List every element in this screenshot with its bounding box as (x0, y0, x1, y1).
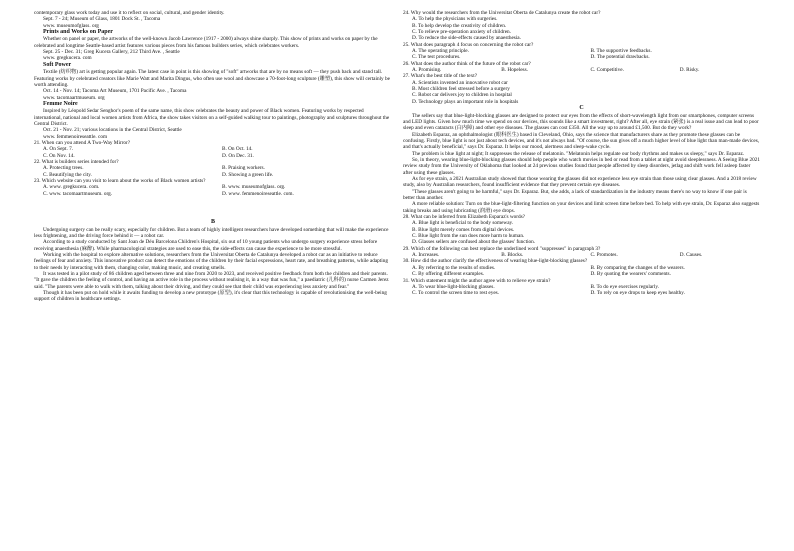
question-block (403, 73, 760, 105)
question-stem: 29. Which of the following can best replace the underlined word "suppresses" in paragraph 3? (403, 245, 601, 252)
passage-paragraph: The sellers say that blue-light-blocking glasses are designed to protect our eyes from the effects of short-wavelength light from our smartphones, computer screens and LED lights. Given how much time we spend on our devices, this sounds like a smart investment, right? After all, eye strain (紧张) is a real issue and can lead to poor sleep and even cataracts (白内障) and other eye diseases. The glasses can cost £350. All the way up to around £1,500. But do they work? (403, 112, 759, 132)
section-info: www. gregkucera. com (43, 55, 92, 62)
passage-a-tail-line: Sept. 7 - 24; Museum of Glass, 1801 Dock St. , Tacoma (43, 16, 161, 23)
passage-paragraph: Working with the hospital to explore alternative solutions, researchers from the Universitat Oberta de Catalunya developed a robot car as an initiative to reduce feelings of fear and anxiety. This innovative product can detect the emotions of the children by their facial expressions, heart rate, and breathing patterns, while adapting to their needs by interacting with them, changing color, making music, and creating smells. (34, 251, 388, 271)
answer-option: C. Blue light from the sun does more harm to human. (412, 233, 525, 240)
question-stem: 24. Why would the researchers from the Universitat Oberta de Catalunya create the robot car? (403, 10, 601, 16)
question-stem: 22. What is builders series intended for? (34, 159, 119, 166)
question-block (403, 246, 760, 259)
answer-option: B. To do eye exercises regularly. (590, 283, 659, 290)
passage-label-b: B (210, 219, 215, 226)
passage-paragraph: So, in theory, wearing blue-light-blocking glasses should help people who watch movies in bed or read from a tablet at night avoid sleeplessness. A Seeing Blue 2021 review study from the University of Oklahoma that looked at 24 previous studies found that people affected by sleep disorders, jetlag and shift work fell asleep faster after using these glasses. (403, 156, 760, 176)
answer-option: B. The supportive feedbacks. (590, 48, 652, 55)
question-stem: 21. When can you attend A Two-Way Mirror? (34, 140, 131, 147)
answer-option: C. Promotes. (590, 252, 618, 259)
answer-option: B. By comparing the changes of the wearers. (590, 264, 685, 271)
answer-option: C. To relieve pre-operation anxiety of children. (412, 29, 511, 36)
section-body: Inspired by Léopold Sedar Senghor's poem of the same name, this show celebrates the beauty and power of Black women. Featuring works by respected international, national and local women artists from Africa, the show takes visitors on a self-guided walking tour to paintings, photography and sculptures throughout the Central District. (34, 108, 390, 128)
passage-label-c: C (579, 105, 584, 112)
answer-option: C. Beautifying the city. (43, 171, 92, 178)
section-info: www. femmenoireseattle. com (43, 133, 108, 140)
answer-option: C. www. tacomaartmuseum. org. (43, 190, 113, 197)
answer-option: B. Hopeless. (501, 67, 528, 74)
passage-paragraph: Though it has been put on hold while it awaits funding to develop a new prototype (原型), it's clear that this technology is capable of revolutionising the well-being support of children in healthcare settings. (34, 290, 387, 303)
left-column (34, 10, 392, 303)
answer-option: D. www. femmenoireseattle. com. (222, 190, 294, 197)
section-info: Oct. 21 - Nov. 21; various locations in the Central District, Seattle (43, 127, 182, 134)
question-block (403, 42, 760, 61)
answer-option: C. By offering different examples. (412, 271, 485, 278)
answer-option: B. Praising workers. (222, 165, 265, 172)
passage-paragraph: It was tested in a pilot study of 86 children aged between three and nine from 2020 to 2023, and received positive feedback from both the children and their parents. "It gave the children the feeling of control, and having an active role in the process without realising it, in a way that was fun," a paediatric (儿科的) nurse Carmen Jerez said. "The parents were able to walk with them, talking about their driving, and they could see that their child was experiencing less anxiety and fear." (34, 270, 389, 290)
answer-option: D. Causes. (679, 252, 703, 259)
option-list (403, 80, 760, 105)
answer-option: B. Blue light merely comes from digital devices. (412, 226, 515, 233)
answer-option: A. Promising. (412, 67, 442, 74)
question-block (403, 278, 760, 297)
section-title: Soft Power (43, 61, 72, 68)
question-stem: 28. What can be inferred from Elizabeth Esparaz's words? (403, 214, 525, 221)
answer-option: A. By referring to the results of studies. (412, 264, 496, 271)
question-stem: 27. What's the best title of the text? (403, 73, 478, 80)
answer-option: C. To control the screen time to rest eyes. (412, 290, 500, 297)
answer-option: B. To help develop the creativity of children. (412, 22, 507, 29)
section-info: www. tacomaartmuseum. org (43, 94, 105, 101)
question-block (34, 178, 392, 197)
answer-option: C. On Nov. 14. (43, 152, 75, 159)
option-list (34, 184, 392, 197)
option-list (403, 48, 760, 61)
option-list (403, 284, 760, 297)
answer-option: B. www. museumofglass. org. (222, 184, 286, 191)
passage-paragraph: A more reliable solution: Turn on the blue-light-filtering function on your devices and limit screen time before bed. To help with eye strain, Dr. Esparaz also suggests taking breaks and using lubricating (润滑) eye drops. (403, 201, 760, 214)
spacer (34, 197, 392, 219)
answer-option: C. Competitive. (590, 67, 624, 74)
question-stem: 25. What does paragraph 4 focus on concerning the robot car? (403, 41, 534, 48)
answer-option: D. To rely on eye drops to keep eyes healthy. (590, 290, 685, 297)
passage-paragraph: Undergoing surgery can be really scary, especially for children. But a team of highly intelligent researchers have developed something that will make the experience less frightening, and the driving force behind it — a robot car. (34, 226, 389, 239)
answer-option: A. www. gregkucera. com. (43, 184, 100, 191)
answer-option: D. To reduce the side-effects caused by anaesthesia. (412, 35, 521, 42)
answer-option: C. Robot car delivers joy to children in hospital (412, 92, 512, 99)
answer-option: A. Protecting trees. (43, 165, 84, 172)
right-column (403, 10, 760, 297)
answer-option: A. Increases. (412, 252, 440, 259)
answer-option: D. By quoting the wearers' comments. (590, 271, 671, 278)
answer-option: B. Blocks. (501, 252, 524, 259)
answer-option: D. The potential drawbacks. (590, 54, 650, 61)
option-list (403, 265, 760, 278)
passage-paragraph: As for eye strain, a 2021 Australian study showed that those wearing the glasses did not experience less eye strain than those using clear glasses. And a 2018 review study, also by Australian researchers, found insufficient evidence that they prevent certain eye diseases. (403, 176, 757, 189)
option-list (34, 146, 392, 159)
option-list (34, 165, 392, 178)
section-body: Textile (纺织物) art is getting popular again. The latest case in point is this showing of "soft" artworks that are by no means soft — they push back and stand tall. Featuring works by celebrated creators like Marie Watt and Marita Dingus, who often use wool and showcase a 70-foot-long sculpture (雕塑), this show will certainly be worth attending. (34, 69, 390, 88)
passage-a-tail-line: www. museumofglass. org (43, 22, 99, 29)
question-stem: 30. How did the author clarify the effectiveness of wearing blue-light-blocking glasses? (403, 258, 588, 265)
answer-option: A. To help the physicians with surgeries. (412, 16, 498, 23)
answer-option: B. Most children feel stressed before a surgery (412, 86, 510, 93)
section-info: Oct. 14 - Nov. 14; Tacoma Art Museum, 1701 Pacific Ave. , Tacoma (43, 88, 187, 95)
section-body: Whether on panel or paper, the artworks of the well-known Jacob Lawrence (1917 - 2000) always shine sharply. This show of prints and works on paper by the celebrated and longtime Seattle-based artist features various pieces from his famous builders series, which celebrates workers. (34, 36, 378, 49)
question-block (34, 159, 392, 178)
answer-option: D. Showing a green life. (222, 171, 274, 178)
question-block (403, 258, 760, 277)
section-title: Prints and Works on Paper (43, 29, 113, 36)
question-stem: 23. Which website can you visit to learn about the works of Black women artists? (34, 178, 206, 185)
option-list (403, 220, 760, 245)
question-stem: 31. Which statement might the author agree with to relieve eye strain? (403, 277, 551, 284)
answer-option: D. Glasses sellers are confused about the glasses' function. (412, 239, 536, 246)
answer-option: C. The test procedures. (412, 54, 461, 61)
passage-a-tail-line: contemporary glass work today and use it to reflect on social, cultural, and gender identity. (34, 10, 225, 16)
answer-option: D. Risky. (679, 67, 700, 74)
passage-paragraph: The problem is blue light at night; It suppresses the release of melatonin. "Melatonin helps regulate our body rhythms and makes us sleepy," says Dr. Esparaz. (412, 150, 745, 157)
question-block (403, 10, 760, 42)
answer-option: D. Technology plays an important role in hospitals (412, 98, 519, 105)
answer-option: A. To wear blue-light-blocking glasses. (412, 283, 495, 290)
answer-option: A. On Sept. 7. (43, 146, 74, 153)
answer-option: D. On Dec. 31. (222, 152, 254, 159)
passage-paragraph: Elizabeth Esparaz, an ophthalmologist (眼科医生) based in Cleveland, Ohio, says the science that manufacturers share as they promote these glasses can be confusing. Firstly, blue light is not just about tech devices, and it's not always bad. "Of course, the sun gives off a much higher level of blue light than man-made devices, and that's actually beneficial," says Dr. Esparaz. It helps our mood, alertness and sleep-wake cycle. (403, 131, 760, 151)
question-block (403, 61, 760, 74)
answer-option: B. On Oct. 14. (222, 146, 253, 153)
passage-paragraph: "These glasses aren't going to be harmful," says Dr. Esparaz. But, she adds, a lack of standardization in the industry means there's no way to know if one pair is better than another. (403, 188, 747, 202)
section-info: Sept. 25 - Dec. 31; Greg Kucera Gallery, 212 Third Ave. , Seattle (43, 49, 180, 56)
answer-option: A. Blue light is beneficial to the body someway. (412, 220, 514, 227)
answer-option: A. The operating principle. (412, 48, 469, 55)
section-title: Femme Noire (43, 100, 78, 107)
question-block (403, 214, 760, 246)
option-list (403, 16, 760, 41)
answer-option: A. Scientists invented an innovative robot car (412, 79, 508, 86)
question-stem: 26. What does the author think of the future of the robot car? (403, 60, 531, 67)
question-block (34, 140, 392, 159)
passage-paragraph: According to a study conducted by Sant Joan de Déu Barcelona Children's Hospital, six out of 10 young patients who undergo surgery experience stress before receiving anaesthesia (麻醉). While pharmacological strategies are used to ease this, the side-effects can cause the experience to be more stressful. (34, 239, 378, 252)
